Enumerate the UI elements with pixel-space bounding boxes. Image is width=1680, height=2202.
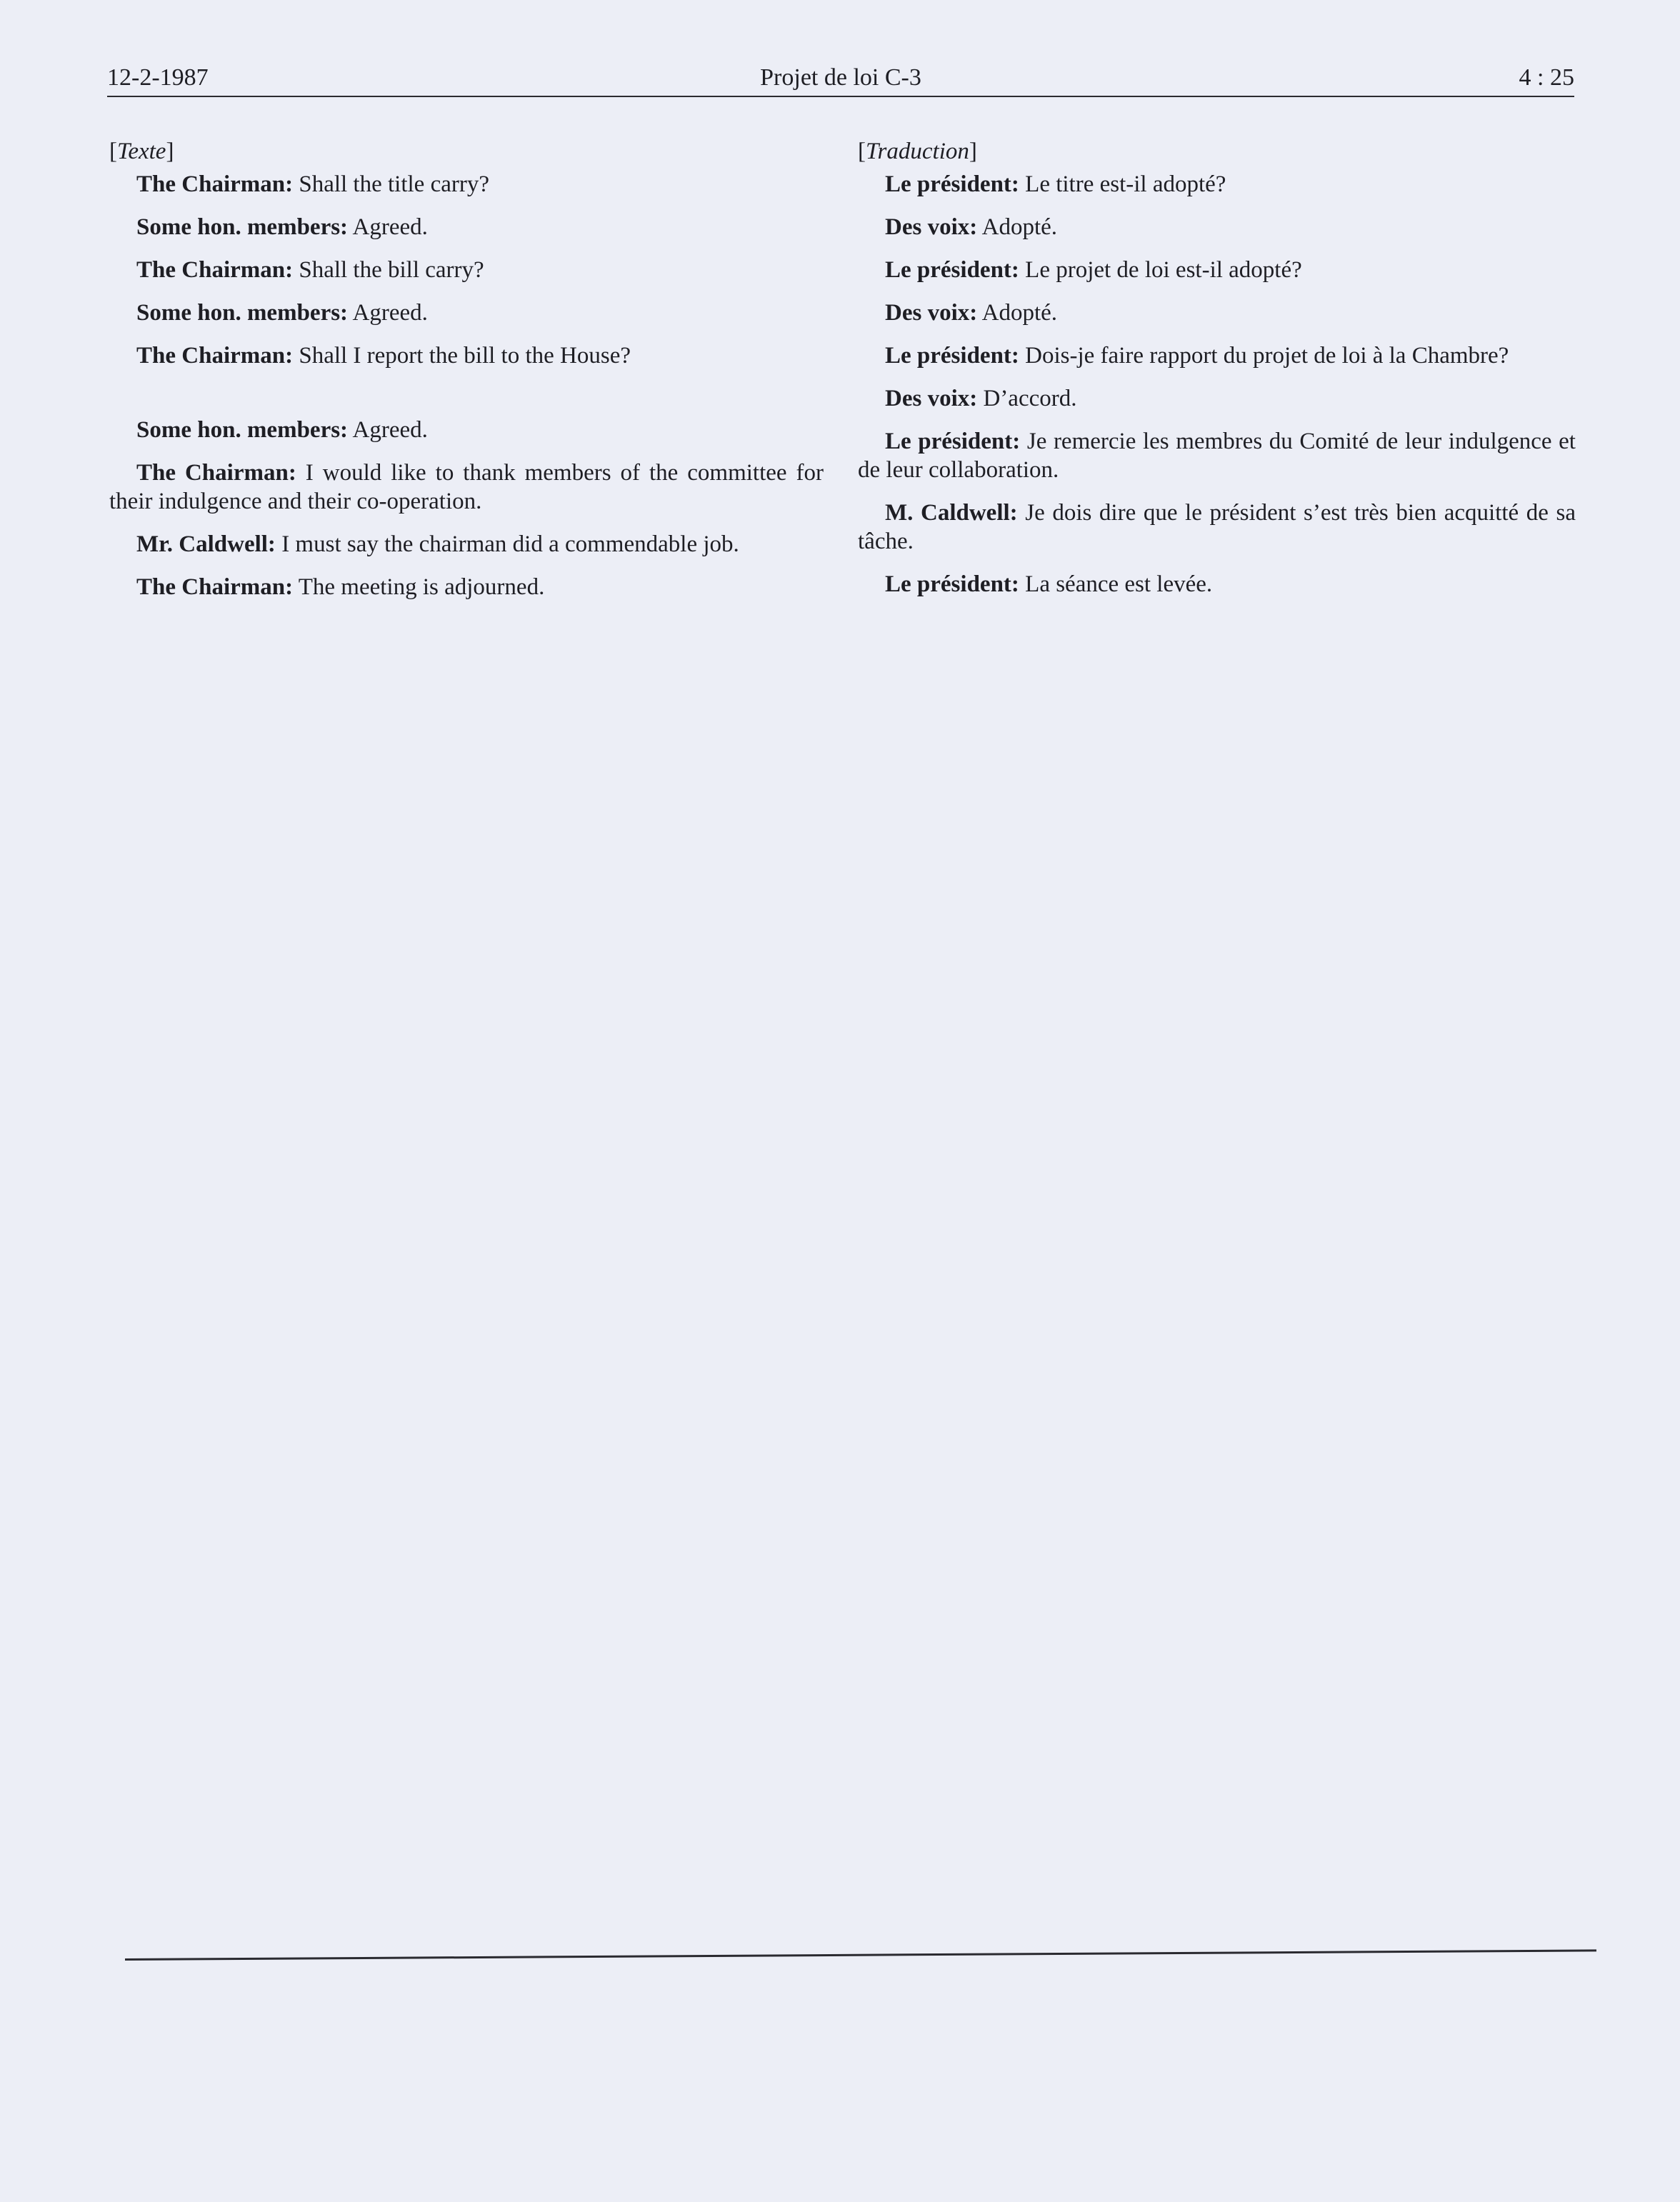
speech-text: Je remercie les membres du Comité de leur indulgence et de leur collaboration. bbox=[858, 429, 1576, 483]
speaker-name: Some hon. members: bbox=[136, 417, 349, 443]
speech-text: Adopté. bbox=[977, 214, 1058, 240]
speech-text: Agreed. bbox=[348, 300, 428, 326]
speaker-name: Some hon. members: bbox=[136, 214, 349, 240]
english-paragraph bbox=[109, 213, 824, 241]
english-paragraph bbox=[109, 573, 824, 601]
speech-text: Le projet de loi est-il adopté? bbox=[1019, 257, 1302, 283]
speaker-name: The Chairman: bbox=[136, 460, 296, 486]
english-paragraph bbox=[109, 299, 824, 327]
french-paragraph bbox=[858, 213, 1576, 241]
french-paragraph bbox=[858, 384, 1576, 413]
english-paragraph bbox=[109, 459, 824, 516]
speaker-name: Des voix: bbox=[885, 214, 978, 240]
french-paragraph bbox=[858, 170, 1576, 199]
page-header bbox=[107, 64, 1574, 99]
speech-text: Le titre est-il adopté? bbox=[1019, 171, 1226, 197]
english-section-label: [Texte] bbox=[109, 139, 174, 164]
french-paragraph bbox=[858, 341, 1576, 370]
speaker-name: Des voix: bbox=[885, 300, 978, 326]
speaker-name: Some hon. members: bbox=[136, 300, 349, 326]
speech-text: Adopté. bbox=[977, 300, 1058, 326]
english-paragraph bbox=[109, 530, 824, 559]
french-paragraph bbox=[858, 570, 1576, 599]
footer-rule bbox=[125, 1949, 1596, 1961]
english-paragraph bbox=[109, 170, 824, 199]
speaker-name: Mr. Caldwell: bbox=[136, 531, 276, 557]
speech-text: Dois-je faire rapport du projet de loi à la Chambre? bbox=[1019, 343, 1509, 369]
speech-text: Shall the title carry? bbox=[293, 171, 489, 197]
speaker-name: The Chairman: bbox=[136, 257, 294, 283]
french-paragraph bbox=[858, 256, 1576, 284]
speech-text: Agreed. bbox=[348, 417, 428, 443]
header-date: 12-2-1987 bbox=[107, 64, 209, 91]
french-paragraph bbox=[858, 499, 1576, 556]
speech-text: I must say the chairman did a commendable job. bbox=[275, 531, 739, 557]
french-paragraph bbox=[858, 299, 1576, 327]
speaker-name: Le président: bbox=[885, 429, 1021, 454]
speaker-name: The Chairman: bbox=[136, 171, 294, 197]
speech-text: Shall the bill carry? bbox=[293, 257, 484, 283]
header-rule bbox=[107, 96, 1574, 97]
speaker-name: Le président: bbox=[885, 171, 1019, 197]
english-paragraph bbox=[109, 256, 824, 284]
speech-text: Shall I report the bill to the House? bbox=[293, 343, 631, 369]
speaker-name: Des voix: bbox=[885, 386, 978, 411]
speaker-name: Le président: bbox=[885, 571, 1019, 597]
speech-text: D’accord. bbox=[977, 386, 1077, 411]
speech-text: I would like to thank members of the committee for their indulgence and their co-operation. bbox=[109, 460, 824, 514]
speech-text: La séance est levée. bbox=[1019, 571, 1213, 597]
english-column bbox=[109, 137, 824, 616]
speech-text: The meeting is adjourned. bbox=[293, 574, 545, 600]
french-paragraph bbox=[858, 427, 1576, 484]
french-section-label: [Traduction] bbox=[858, 139, 977, 164]
speaker-name: M. Caldwell: bbox=[885, 500, 1018, 526]
speaker-name: Le président: bbox=[885, 343, 1019, 369]
header-page-number: 4 : 25 bbox=[1519, 64, 1574, 91]
french-column bbox=[858, 137, 1576, 613]
speech-text: Agreed. bbox=[348, 214, 428, 240]
english-paragraph bbox=[109, 341, 824, 370]
header-title: Projet de loi C-3 bbox=[760, 64, 921, 91]
speaker-name: The Chairman: bbox=[136, 343, 294, 369]
speech-text: Je dois dire que le président s’est très bien acquitté de sa tâche. bbox=[858, 500, 1576, 554]
speaker-name: The Chairman: bbox=[136, 574, 294, 600]
speaker-name: Le président: bbox=[885, 257, 1019, 283]
english-paragraph bbox=[109, 416, 824, 444]
